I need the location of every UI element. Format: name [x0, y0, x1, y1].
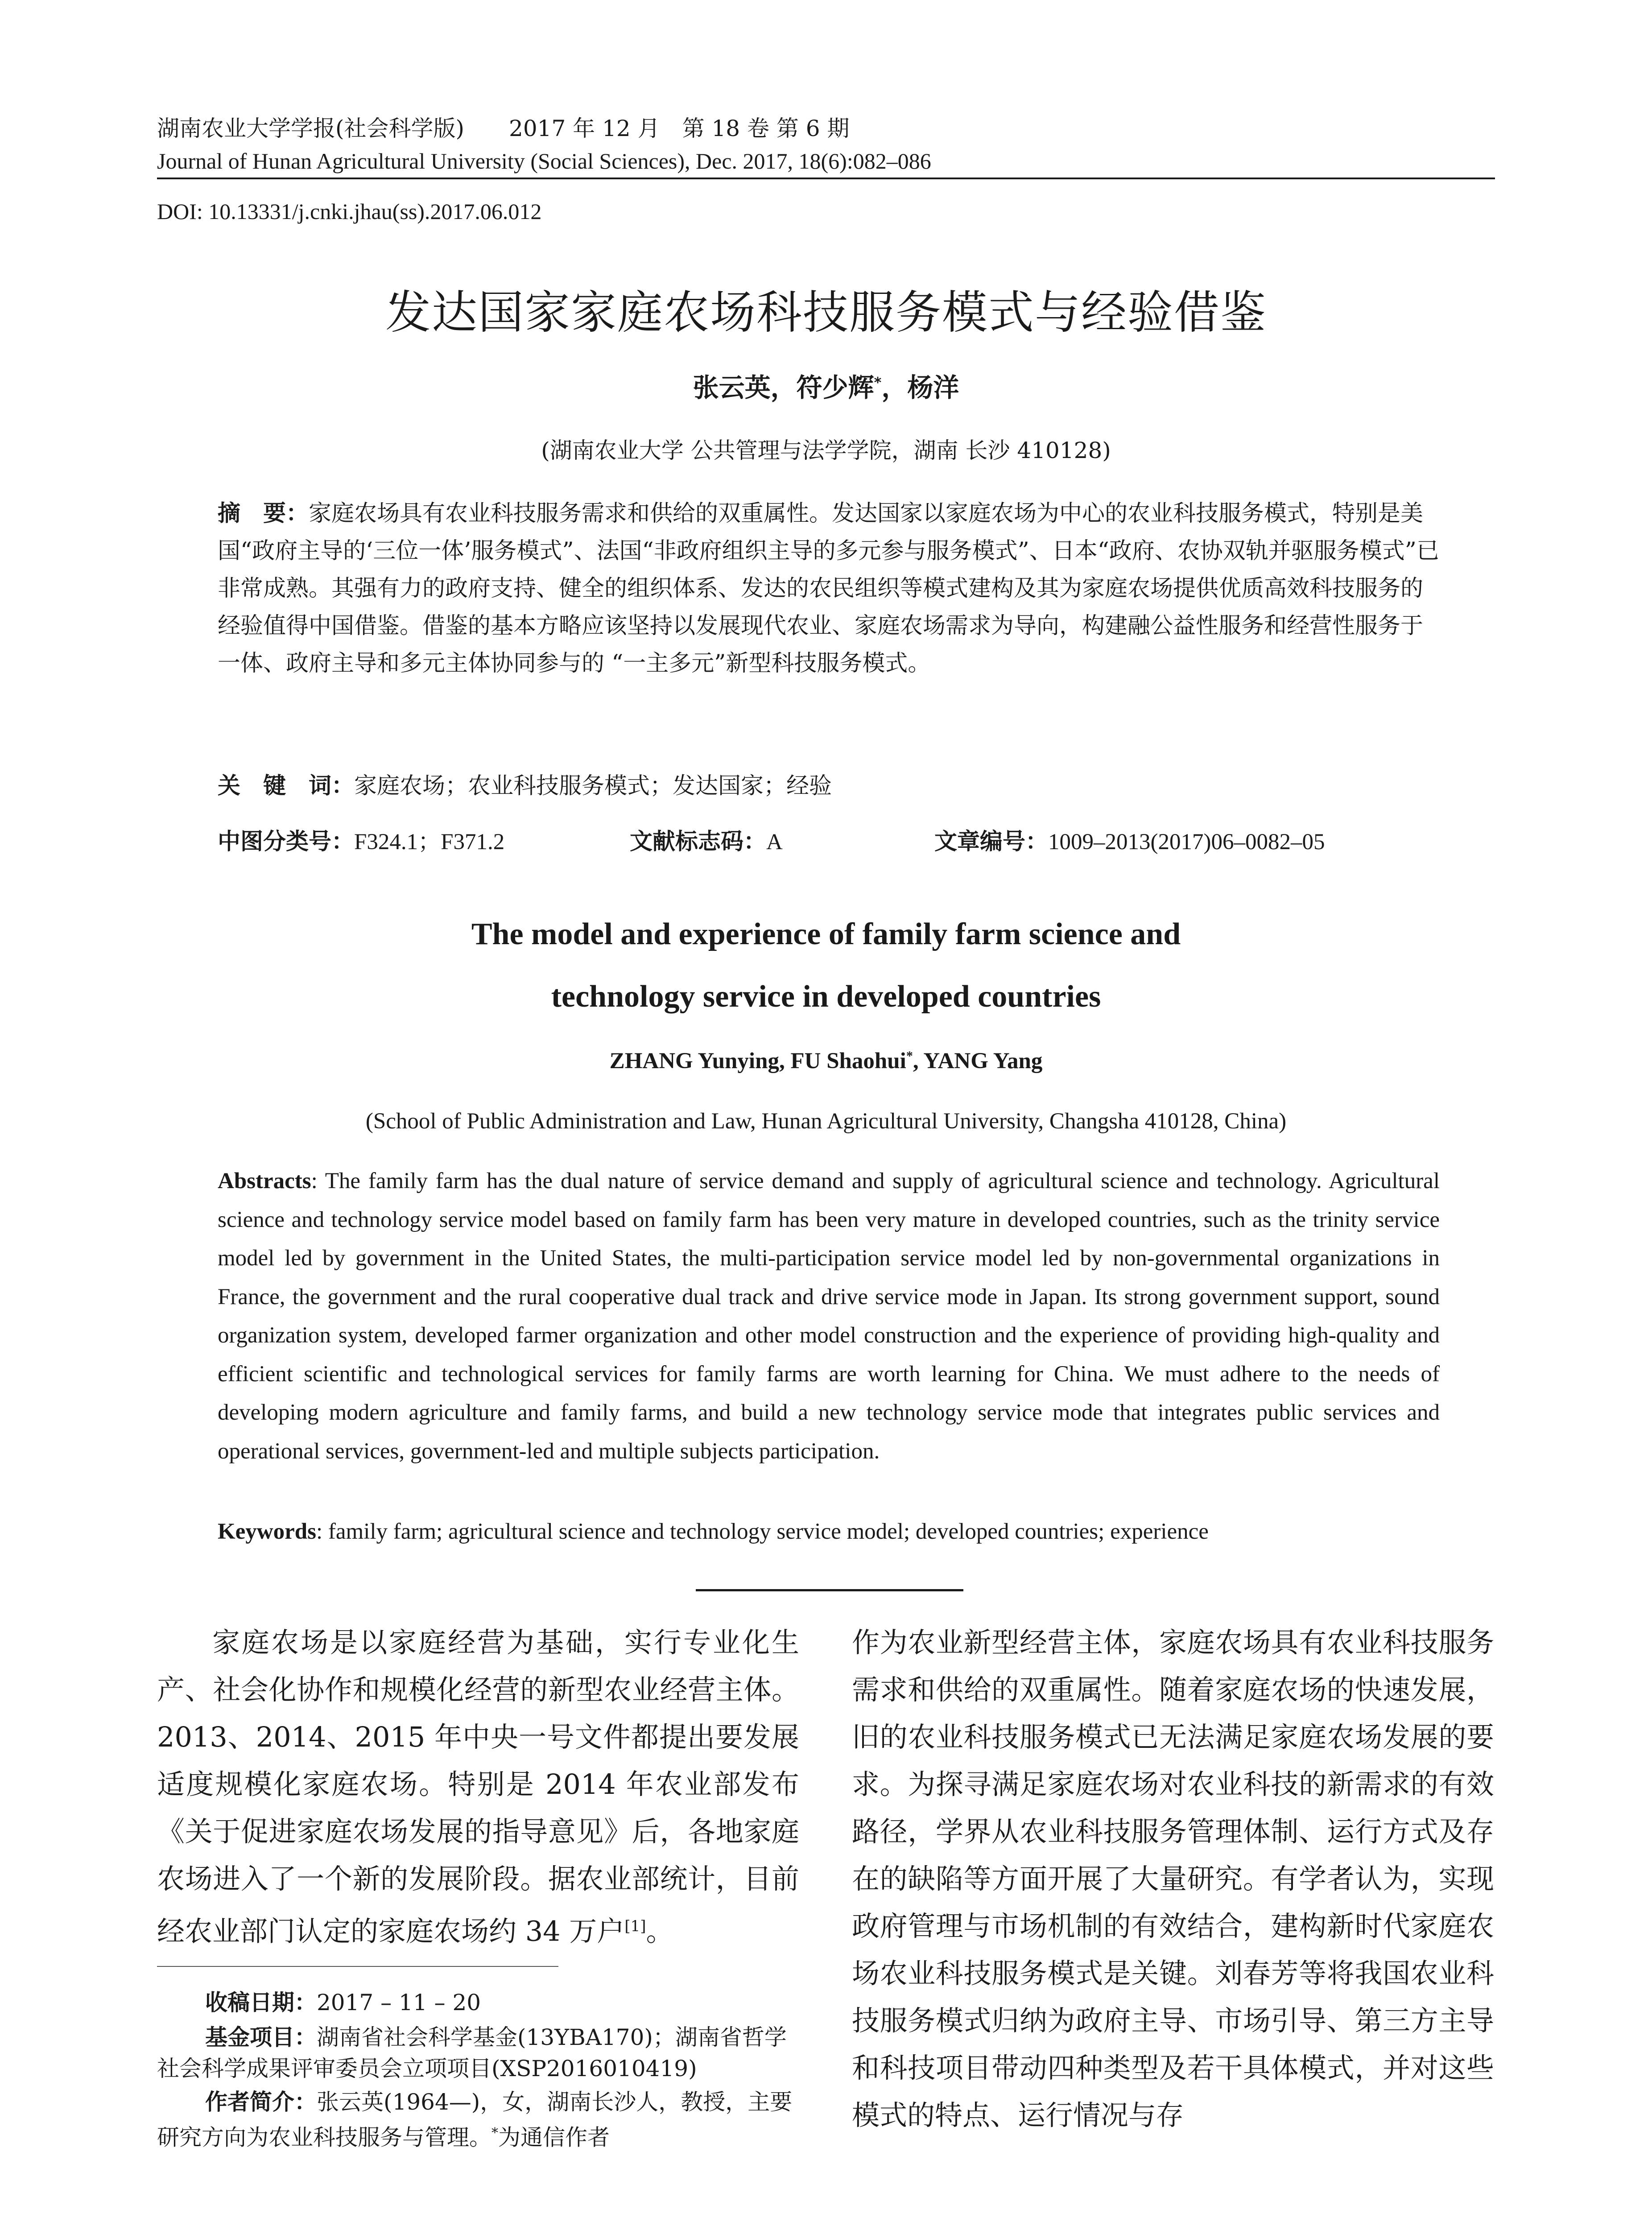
abstract-cn-label: 摘 要：	[218, 500, 309, 527]
corresponding-mark-cn: *	[874, 374, 882, 391]
header-rule	[157, 178, 1495, 179]
clc-label: 中图分类号：	[218, 829, 355, 855]
fund-label: 基金项目：	[205, 2024, 317, 2050]
article-number-value: 1009–2013(2017)06–0082–05	[1048, 830, 1325, 855]
footnote-fund	[157, 2022, 799, 2084]
body-column-left	[157, 1619, 799, 1955]
abstract-cn-text: 家庭农场具有农业科技服务需求和供给的双重属性。发达国家以家庭农场为中心的农业科技服务模式，特别是美国“政府主导的‘三位一体’服务模式”、法国“非政府组织主导的多元参与服务模式”、日本“政府、农协双轨并驱服务模式”已非常成熟。其强有力的政府支持、健全的组织体系、发达的农民组织等模式建构及其为家庭农场提供优质高效科技服务的经验值得中国借鉴。借鉴的基本方略应该坚持以发展现代农业、家庭农场需求为导向，构建融公益性服务和经营性服务于一体、政府主导和多元主体协同参与的 “一主多元”新型科技服务模式。	[218, 500, 1439, 677]
footnote-author	[157, 2086, 799, 2153]
corresponding-mark-footnote: *	[491, 2125, 498, 2141]
received-value: 2017 – 11 – 20	[317, 1990, 481, 2015]
corresponding-mark-en: *	[906, 1049, 913, 1063]
title-en-line-1: The model and experience of family farm science and	[471, 917, 1181, 951]
title-cn: 发达国家家庭农场科技服务模式与经验借鉴	[385, 286, 1267, 339]
authors-cn	[0, 367, 1652, 404]
citation-ref: [1]	[624, 1917, 646, 1935]
authors-en-part-b: , YANG Yang	[913, 1049, 1043, 1074]
body-left-text: 家庭农场是以家庭经营为基础，实行专业化生产、社会化协作和规模化经营的新型农业经营主体。2013、2014、2015 年中央一号文件都提出要发展适度规模化家庭农场。特别是 2014 年农业部发布《关于促进家庭农场发展的指导意见》后，各地家庭农场进入了一个新的发展阶段。据农业部统计，目前经农业部门认定的家庭农场约 34 万户	[157, 1626, 799, 1948]
abstract-en-label: Abstracts	[218, 1169, 311, 1193]
journal-header-cn: 湖南农业大学学报(社会科学版) 2017 年 12 月 第 18 卷 第 6 期	[157, 116, 850, 141]
author-bio-label: 作者简介：	[205, 2089, 317, 2115]
keywords-en-text: : family farm; agricultural science and technology service model; developed countries; experience	[316, 1519, 1209, 1544]
doc-code-value: A	[766, 830, 783, 855]
authors-en	[0, 1048, 1652, 1074]
article-number	[934, 823, 1325, 856]
doi: DOI: 10.13331/j.cnki.jhau(ss).2017.06.012	[157, 199, 542, 224]
authors-en-part-a: ZHANG Yunying, FU Shaohui	[609, 1049, 906, 1074]
keywords-en	[218, 1519, 1209, 1544]
clc-value: F324.1；F371.2	[354, 830, 505, 855]
article-number-label: 文章编号：	[934, 829, 1049, 855]
affiliation-en: (School of Public Administration and Law, Hunan Agricultural University, Changsha 410128, China)	[365, 1109, 1287, 1134]
footnote-rule	[157, 1966, 558, 1967]
title-en-line-2: technology service in developed countries	[551, 979, 1101, 1014]
keywords-en-label: Keywords	[218, 1519, 316, 1544]
keywords-cn-text: 家庭农场；农业科技服务模式；发达国家；经验	[354, 773, 832, 799]
doc-code-label: 文献标志码：	[630, 829, 767, 855]
affiliation-cn: (湖南农业大学 公共管理与法学学院，湖南 长沙 410128)	[541, 438, 1111, 463]
clc-number	[218, 823, 504, 856]
keywords-cn	[218, 767, 832, 800]
authors-cn-part-b: ，杨洋	[881, 372, 959, 403]
abstract-en-text: : The family farm has the dual nature of service demand and supply of agricultural science and technology. Agricultural science and technology service model based on family farm has been very mature in developed countries, such as the trinity service model led by government in the United States, the multi-participation service model led by non-governmental organizations in France, the government and the rural cooperative dual track and drive service mode in Japan. Its strong government support, sound organization system, developed farmer organization and other model construction and the experience of providing high-quality and efficient scientific and technological services for family farms are worth learning for China. We must adhere to the needs of developing modern agriculture and family farms, and build a new technology service mode that integrates public services and operational services, government-led and multiple subjects participation.	[218, 1169, 1440, 1464]
document-code	[630, 823, 783, 856]
section-separator	[696, 1589, 963, 1591]
body-left-end: 。	[646, 1915, 674, 1948]
keywords-cn-label: 关 键 词：	[218, 773, 355, 799]
abstract-en	[218, 1162, 1440, 1470]
fund-value: 湖南省社会科学基金(13YBA170)；湖南省哲学社会科学成果评审委员会立项项目(XSP2016010419)	[157, 2024, 787, 2081]
authors-cn-part-a: 张云英，符少辉	[693, 372, 874, 403]
author-bio-tail: 为通信作者	[498, 2124, 610, 2151]
abstract-cn	[218, 495, 1440, 682]
footnote-received	[205, 1987, 847, 2018]
journal-header-en: Journal of Hunan Agricultural University (Social Sciences), Dec. 2017, 18(6):082–086	[157, 149, 931, 173]
author-bio-value: 张云英(1964—)，女，湖南长沙人，教授，主要研究方向为农业科技服务与管理。	[157, 2089, 793, 2151]
received-label: 收稿日期：	[205, 1990, 317, 2015]
body-column-right: 作为农业新型经营主体，家庭农场具有农业科技服务需求和供给的双重属性。随着家庭农场的快速发展，旧的农业科技服务模式已无法满足家庭农场发展的要求。为探寻满足家庭农场对农业科技的新需求的有效路径，学界从农业科技服务管理体制、运行方式及存在的缺陷等方面开展了大量研究。有学者认为，实现政府管理与市场机制的有效结合，建构新时代家庭农场农业科技服务模式是关键。刘春芳等将我国农业科技服务模式归纳为政府主导、市场引导、第三方主导和科技项目带动四种类型及若干具体模式，并对这些模式的特点、运行情况与存	[852, 1626, 1494, 2131]
